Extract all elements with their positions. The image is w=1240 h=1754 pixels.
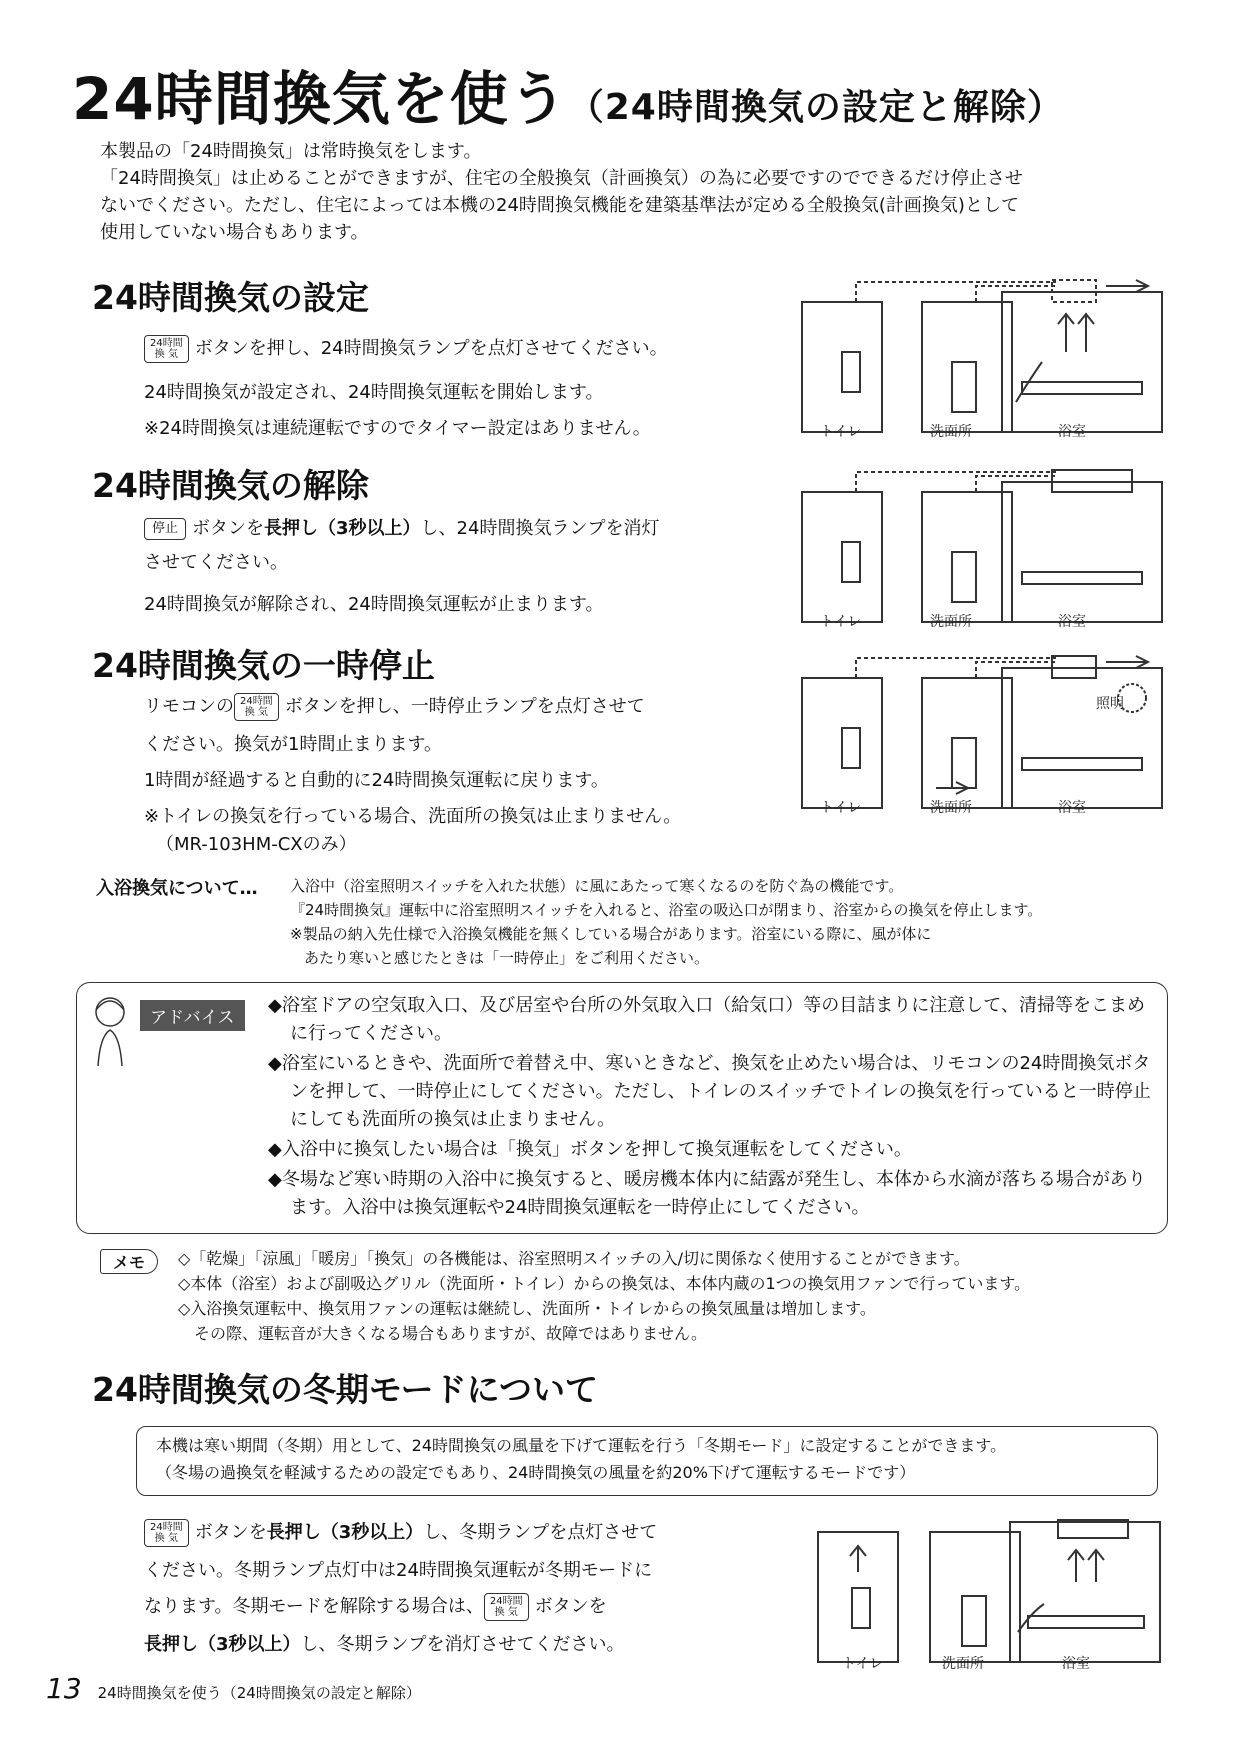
memo-line: その際、運転音が大きくなる場合もありますが、故障ではありません。 [178, 1324, 707, 1343]
pause-line4: ※トイレの換気を行っている場合、洗面所の換気は止まりません。 [144, 806, 682, 827]
intro-line: 本製品の「24時間換気」は常時換気をします。 [100, 141, 482, 162]
label-toilet: トイレ [842, 1656, 884, 1672]
label-toilet: トイレ [820, 614, 862, 630]
intro-line: ないでください。ただし、住宅によっては本機の24時間換気機能を建築基準法が定める全般換気(計画換気)として [100, 195, 1019, 216]
heading-cancel: 24時間換気の解除 [92, 466, 369, 505]
advice-item: ◆浴室にいるときや、洗面所で着替え中、寒いときなど、換気を止めたい場合は、リモコンの24時間換気ボタンを押して、一時停止にしてください。ただし、トイレのスイッチでトイレの換気を行っていると一時停止にしても洗面所の換気は止まりません。 [268, 1053, 1151, 1130]
bath-vent-line1: 入浴中（浴室照明スイッチを入れた状態）に風にあたって寒くなるのを防ぐ為の機能です。 [290, 877, 904, 895]
h24-key: 24時間 換 気 [234, 693, 279, 721]
label-bathroom: 浴室 [1058, 800, 1086, 816]
cancel-line3: 24時間換気が解除され、24時間換気運転が止まります。 [144, 594, 604, 615]
cancel-instruction: 停止 ボタンを長押し（3秒以上）し、24時間換気ランプを消灯 [144, 512, 659, 546]
memo-line: ◇入浴換気運転中、換気用ファンの運転は継続し、洗面所・トイレからの換気風量は増加します。 [178, 1299, 876, 1318]
advice-item: ◆浴室ドアの空気取入口、及び居室や台所の外気取入口（給気口）等の目詰まりに注意して、清掃等をこまめに行ってください。 [268, 995, 1145, 1044]
bath-vent-label: 入浴換気について… [96, 878, 258, 899]
pause-line2: ください。換気が1時間止まります。 [144, 734, 443, 755]
winter-info-text [156, 1432, 1006, 1486]
pause-line3: 1時間が経過すると自動的に24時間換気運転に戻ります。 [144, 770, 609, 791]
setting-line2: 24時間換気が設定され、24時間換気運転を開始します。 [144, 382, 604, 403]
memo-list [178, 1246, 1030, 1346]
winter-line3: なります。冬期モードを解除する場合は、 24時間 換 気 ボタンを [144, 1590, 607, 1624]
winter-line4: 長押し（3秒以上）し、冬期ランプを消灯させてください。 [144, 1634, 625, 1655]
pause-line5: （MR-103HM-CXのみ） [156, 834, 357, 855]
advice-item: ◆冬場など寒い時期の入浴中に換気すると、暖房機本体内に結露が発生し、本体から水滴が落ちる場合があります。入浴中は換気運転や24時間換気運転を一時停止にしてください。 [268, 1169, 1146, 1218]
title-sub: （24時間換気の設定と解除） [567, 87, 1064, 128]
pause-instruction: リモコンの 24時間 換 気 ボタンを押し、一時停止ランプを点灯させて [144, 690, 645, 724]
advice-tag: アドバイス [140, 1000, 245, 1031]
memo-tag: メモ [100, 1249, 158, 1274]
advice-item: ◆入浴中に換気したい場合は「換気」ボタンを押して換気運転をしてください。 [268, 1139, 912, 1160]
title-main: 24時間換気を使う [72, 65, 568, 133]
heading-setting: 24時間換気の設定 [92, 278, 369, 317]
stop-key: 停止 [144, 518, 186, 540]
bath-vent-line4: あたり寒いと感じたときは「一時停止」をご利用ください。 [304, 949, 710, 967]
bath-vent-line3: ※製品の納入先仕様で入浴換気機能を無くしている場合があります。浴室にいる際に、風が体に [290, 925, 932, 943]
bath-vent-line2: 『24時間換気』運転中に浴室照明スイッチを入れると、浴室の吸込口が閉まり、浴室からの換気を停止します。 [290, 901, 1043, 919]
intro-line: 「24時間換気」は止めることができますが、住宅の全般換気（計画換気）の為に必要ですのでできるだけ停止させ [100, 168, 1023, 189]
heading-winter: 24時間換気の冬期モードについて [92, 1370, 598, 1409]
winter-info-line: 本機は寒い期間（冬期）用として、24時間換気の風量を下げて運転を行う「冬期モード」に設定することができます。 [156, 1436, 1007, 1455]
diagram-setting [796, 272, 1176, 442]
memo-line: ◇「乾燥」「涼風」「暖房」「換気」の各機能は、浴室照明スイッチの入/切に関係なく使用することができます。 [178, 1249, 970, 1268]
heading-pause: 24時間換気の一時停止 [92, 646, 435, 685]
h24-key: 24時間 換 気 [144, 1519, 189, 1547]
page-title [72, 52, 1064, 136]
h24-key: 24時間 換 気 [144, 335, 189, 363]
label-bathroom: 浴室 [1058, 614, 1086, 630]
h24-key: 24時間 換 気 [484, 1593, 529, 1621]
diagram-pause [796, 648, 1176, 818]
advisor-illustration [84, 990, 136, 1066]
label-toilet: トイレ [820, 424, 862, 440]
label-bathroom: 浴室 [1062, 1656, 1090, 1672]
page-number: 13 [46, 1672, 82, 1705]
diagram-winter [812, 1512, 1172, 1672]
diagram-cancel [796, 462, 1176, 632]
label-washroom: 洗面所 [930, 800, 972, 816]
intro-text [100, 138, 1140, 246]
winter-instruction: 24時間 換 気 ボタンを長押し（3秒以上）し、冬期ランプを点灯させて [144, 1516, 657, 1550]
setting-line1: ボタンを押し、24時間換気ランプを点灯させてください。 [194, 338, 668, 359]
intro-line: 使用していない場合もあります。 [100, 222, 369, 243]
label-washroom: 洗面所 [930, 424, 972, 440]
footer-text: 24時間換気を使う（24時間換気の設定と解除） [97, 1684, 421, 1702]
setting-line3: ※24時間換気は連続運転ですのでタイマー設定はありません。 [144, 418, 651, 439]
label-washroom: 洗面所 [942, 1656, 984, 1672]
label-washroom: 洗面所 [930, 614, 972, 630]
cancel-line2: させてください。 [144, 552, 288, 573]
memo-line: ◇本体（浴室）および副吸込グリル（洗面所・トイレ）からの換気は、本体内蔵の1つの換気用ファンで行っています。 [178, 1274, 1031, 1293]
setting-instruction [144, 332, 668, 366]
label-light: 照明 [1096, 696, 1124, 712]
winter-info-line: （冬場の過換気を軽減するための設定でもあり、24時間換気の風量を約20%下げて運転するモードです） [156, 1463, 916, 1482]
winter-line2: ください。冬期ランプ点灯中は24時間換気運転が冬期モードに [144, 1560, 653, 1581]
label-toilet: トイレ [820, 800, 862, 816]
page-footer [46, 1672, 421, 1705]
label-bathroom: 浴室 [1058, 424, 1086, 440]
advice-list [268, 992, 1158, 1224]
